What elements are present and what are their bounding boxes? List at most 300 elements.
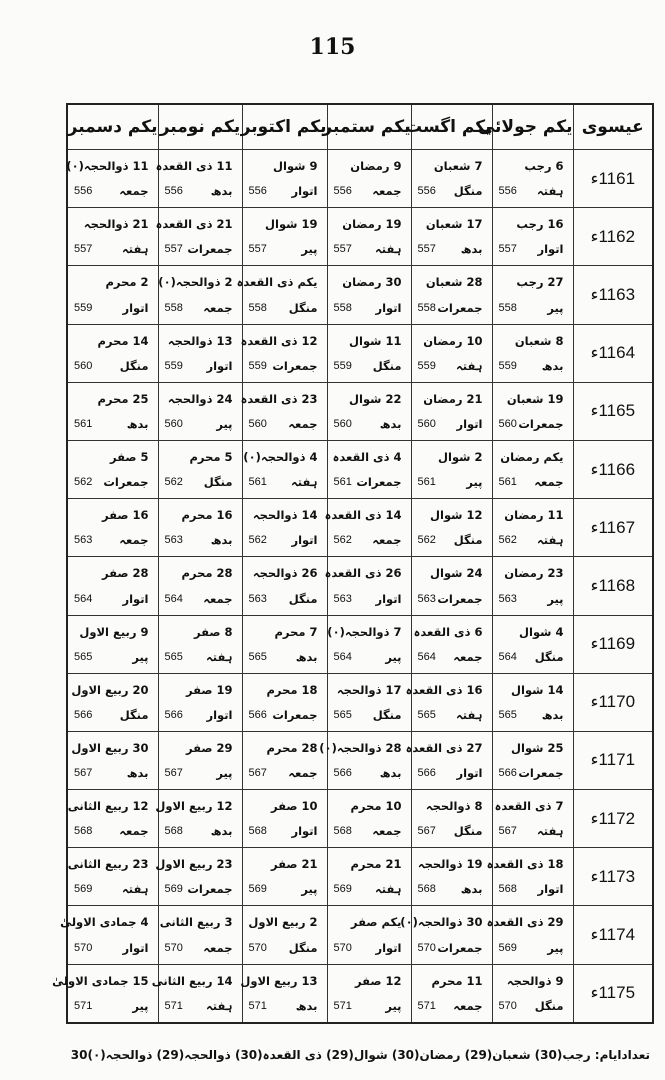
- header-year: عیسوی: [573, 104, 653, 150]
- weekday: بدھ: [460, 882, 483, 897]
- weekday: جمعہ: [119, 533, 149, 548]
- hijri-date: 4 ذی القعدہ: [332, 449, 402, 464]
- hijri-date: 26 ذی القعدہ: [324, 566, 402, 581]
- table-row: [67, 848, 653, 906]
- hijri-date: 19 رمضان: [342, 217, 402, 232]
- date-cell: [67, 440, 158, 498]
- date-cell: [492, 673, 573, 731]
- hijri-date: 28 محرم: [181, 566, 233, 581]
- weekday: جمعہ: [203, 591, 233, 606]
- date-cell-content: [243, 499, 327, 556]
- weekday: اتوار: [122, 940, 149, 955]
- date-cell-content: [493, 499, 573, 556]
- hijri-date: 13 ربیع الاول: [240, 973, 318, 988]
- weekday: جمعہ: [203, 940, 233, 955]
- weekday: منگل: [288, 591, 318, 606]
- solar-year: 562: [74, 476, 93, 489]
- solar-year: 568: [248, 825, 267, 838]
- solar-year: 561: [498, 476, 517, 489]
- solar-year: 569: [498, 941, 517, 954]
- weekday: بدھ: [541, 358, 564, 373]
- hijri-date: 5 محرم: [189, 449, 233, 464]
- date-cell-content: [328, 208, 411, 265]
- hijri-date: 16 محرم: [181, 508, 233, 523]
- date-cell: [155, 150, 242, 208]
- weekday: بدھ: [126, 766, 149, 781]
- weekday: منگل: [453, 184, 483, 199]
- weekday: ہفتہ: [537, 533, 564, 548]
- date-cell-content: [151, 965, 242, 1022]
- weekday: جمعہ: [119, 184, 149, 199]
- solar-year: 559: [74, 301, 93, 314]
- hijri-date: 22 شوال: [349, 391, 402, 406]
- hijri-date: 14 ذوالحجہ: [252, 508, 318, 523]
- year-cell: 1163ء: [573, 266, 653, 324]
- solar-year: 561: [333, 476, 352, 489]
- date-cell-content: [240, 383, 327, 440]
- year-cell: 1175ء: [573, 964, 653, 1023]
- date-cell-content: [328, 790, 411, 847]
- table-row: [67, 615, 653, 673]
- hijri-date: 14 شوال: [511, 682, 564, 697]
- solar-year: 566: [417, 767, 436, 780]
- hijri-date: 17 شعبان: [425, 217, 483, 232]
- date-cell: [158, 440, 242, 498]
- hijri-date: 7 شعبان: [433, 159, 483, 173]
- date-cell: [327, 790, 411, 848]
- date-cell-content: [68, 674, 158, 731]
- weekday: اتوار: [456, 416, 483, 431]
- weekday: منگل: [372, 707, 402, 722]
- month-lengths-note: تعدادایام: رجب(30) شعبان(29) رمضان(30) شوال(29) ذی القعدہ(30) ذوالحجہ(29) ذوالحجہ(٠)30: [70, 1048, 650, 1062]
- date-cell: [405, 673, 492, 731]
- weekday: بدھ: [295, 998, 318, 1013]
- date-cell-content: [159, 616, 242, 673]
- date-cell: [155, 848, 242, 906]
- date-cell: [67, 731, 158, 789]
- solar-year: 560: [498, 417, 517, 430]
- weekday: جمعرات: [272, 707, 318, 722]
- solar-year: 566: [74, 708, 93, 721]
- date-cell-content: [493, 790, 573, 847]
- solar-year: 561: [74, 417, 93, 430]
- solar-year: 562: [417, 534, 436, 547]
- date-cell-content: [324, 557, 411, 614]
- date-cell-content: [328, 906, 411, 963]
- date-cell: [492, 964, 573, 1023]
- date-cell: [411, 964, 492, 1023]
- solar-year: 558: [248, 301, 267, 314]
- weekday: ہفتہ: [291, 475, 318, 490]
- solar-year: 565: [248, 650, 267, 663]
- weekday: بدھ: [126, 416, 149, 431]
- hijri-date: 30 رمضان: [342, 275, 402, 290]
- hijri-date: 29 ذی القعدہ: [486, 915, 564, 930]
- solar-year: 562: [164, 476, 183, 489]
- solar-year: 568: [333, 825, 352, 838]
- solar-year: 558: [417, 301, 436, 314]
- solar-year: 560: [333, 417, 352, 430]
- date-cell-content: [493, 557, 573, 614]
- date-cell-content: [68, 325, 158, 382]
- date-cell-content: [68, 848, 158, 905]
- solar-year: 559: [248, 359, 267, 372]
- solar-year: 562: [498, 534, 517, 547]
- weekday: بدھ: [295, 649, 318, 664]
- date-cell: [242, 731, 327, 789]
- date-cell: [411, 848, 492, 906]
- weekday: منگل: [534, 998, 564, 1013]
- year-cell: 1166ء: [573, 440, 653, 498]
- date-cell-content: [493, 208, 573, 265]
- hijri-date: 8 ذوالحجہ: [425, 799, 483, 814]
- date-cell-content: [60, 906, 158, 963]
- solar-year: 569: [74, 883, 93, 896]
- year-cell: 1170ء: [573, 673, 653, 731]
- date-cell-content: [493, 674, 573, 731]
- hijri-date: 21 ذوالحجہ: [83, 217, 149, 232]
- date-cell-content: [412, 499, 492, 556]
- date-cell: [411, 615, 492, 673]
- date-cell: [486, 848, 573, 906]
- hijri-date: 20 ربیع الاول: [71, 682, 149, 697]
- solar-year: 557: [164, 243, 183, 256]
- date-cell: [155, 790, 242, 848]
- hijri-date: 27 ذی القعدہ: [405, 740, 483, 755]
- solar-year: 561: [417, 476, 436, 489]
- hijri-date: 4 ذوالحجہ(٠): [243, 449, 318, 464]
- hijri-date: یکم رمضان: [500, 449, 564, 464]
- hijri-date: 4 شوال: [519, 624, 564, 639]
- date-cell: [327, 208, 411, 266]
- weekday: پیر: [132, 998, 149, 1013]
- hijri-date: 12 صفر: [354, 973, 402, 988]
- hijri-date: یکم ذی القعدہ: [236, 275, 318, 290]
- date-cell-content: [412, 790, 492, 847]
- hijri-date: 28 صفر: [101, 566, 149, 581]
- weekday: پیر: [385, 649, 402, 664]
- solar-year: 564: [333, 650, 352, 663]
- date-cell: [327, 615, 411, 673]
- year-cell: 1169ء: [573, 615, 653, 673]
- solar-year: 564: [498, 650, 517, 663]
- weekday: جمعہ: [372, 184, 402, 199]
- solar-year: 570: [164, 941, 183, 954]
- solar-year: 570: [333, 941, 352, 954]
- hijri-date: 12 شوال: [430, 508, 483, 523]
- date-cell-content: [52, 965, 158, 1022]
- table-row: [67, 324, 653, 382]
- hijri-date: 9 ربیع الاول: [79, 624, 149, 639]
- solar-year: 568: [74, 825, 93, 838]
- hijri-date: 27 رجب: [516, 275, 564, 290]
- table-row: [67, 964, 653, 1023]
- weekday: جمعرات: [272, 358, 318, 373]
- weekday: اتوار: [375, 300, 402, 315]
- date-cell-content: [328, 325, 411, 382]
- date-cell: [67, 208, 158, 266]
- weekday: جمعہ: [372, 533, 402, 548]
- year-cell: 1168ء: [573, 557, 653, 615]
- date-cell-content: [68, 732, 158, 789]
- hijri-date: 16 صفر: [101, 508, 149, 523]
- weekday: منگل: [288, 300, 318, 315]
- date-cell-content: [493, 441, 573, 498]
- solar-year: 563: [498, 592, 517, 605]
- date-cell: [158, 731, 242, 789]
- solar-year: 571: [417, 999, 436, 1012]
- solar-year: 563: [417, 592, 436, 605]
- hijri-date: 10 رمضان: [423, 333, 483, 348]
- solar-year: 567: [74, 767, 93, 780]
- hijri-date: 24 ذوالحجہ: [167, 391, 233, 406]
- date-cell: [52, 964, 158, 1023]
- date-cell: [242, 848, 327, 906]
- date-cell: [492, 790, 573, 848]
- weekday: منگل: [119, 358, 149, 373]
- date-cell-content: [493, 383, 573, 440]
- date-cell: [242, 440, 327, 498]
- date-cell: [158, 382, 242, 440]
- weekday: جمعہ: [288, 416, 318, 431]
- weekday: اتوار: [206, 358, 233, 373]
- hijri-date: 12 ذی القعدہ: [240, 333, 318, 348]
- date-cell: [236, 266, 327, 324]
- date-cell: [67, 150, 158, 208]
- date-cell-content: [155, 150, 242, 207]
- date-cell-content: [236, 266, 327, 323]
- header-month: یکم ستمبر: [327, 104, 411, 150]
- weekday: جمعرات: [187, 882, 233, 897]
- solar-year: 564: [164, 592, 183, 605]
- hijri-date: 23 ربیع الاول: [155, 857, 233, 872]
- solar-year: 567: [248, 767, 267, 780]
- date-cell: [242, 964, 327, 1023]
- hijri-date: 2 شوال: [438, 449, 483, 464]
- solar-year: 556: [333, 185, 352, 198]
- date-cell: [411, 382, 492, 440]
- date-cell-content: [243, 848, 327, 905]
- hijri-date: 28 ذوالحجہ(٠): [319, 740, 402, 755]
- date-cell-content: [240, 325, 327, 382]
- solar-year: 568: [417, 883, 436, 896]
- date-cell: [67, 499, 158, 557]
- solar-year: 556: [417, 185, 436, 198]
- weekday: اتوار: [291, 533, 318, 548]
- weekday: جمعرات: [187, 242, 233, 257]
- date-cell: [492, 150, 573, 208]
- solar-year: 565: [164, 650, 183, 663]
- table-row: [67, 208, 653, 266]
- solar-year: 570: [248, 941, 267, 954]
- year-cell: 1164ء: [573, 324, 653, 382]
- weekday: اتوار: [375, 940, 402, 955]
- weekday: منگل: [119, 707, 149, 722]
- solar-year: 558: [333, 301, 352, 314]
- date-cell-content: [243, 674, 327, 731]
- table-row: [67, 557, 653, 615]
- solar-year: 571: [164, 999, 183, 1012]
- hijri-date: 14 ربیع الثانی: [151, 973, 233, 988]
- header-month: یکم دسمبر: [67, 104, 158, 150]
- header-month: یکم اگست: [411, 104, 492, 150]
- solar-year: 564: [74, 592, 93, 605]
- solar-year: 562: [333, 534, 352, 547]
- hijri-date: 21 محرم: [350, 857, 402, 872]
- weekday: ہفتہ: [206, 998, 233, 1013]
- weekday: جمعہ: [534, 475, 564, 490]
- hijri-date: 14 ذی القعدہ: [324, 508, 402, 523]
- date-cell-content: [493, 150, 573, 207]
- date-cell-content: [412, 266, 492, 323]
- date-cell-content: [328, 150, 411, 207]
- hijri-date: 25 محرم: [97, 391, 149, 406]
- weekday: پیر: [466, 475, 483, 490]
- date-cell-content: [412, 557, 492, 614]
- weekday: جمعرات: [356, 475, 402, 490]
- solar-year: 564: [417, 650, 436, 663]
- year-cell: 1167ء: [573, 499, 653, 557]
- solar-year: 560: [74, 359, 93, 372]
- solar-year: 570: [498, 999, 517, 1012]
- solar-year: 566: [333, 767, 352, 780]
- hijri-date: 18 محرم: [266, 682, 318, 697]
- date-cell-content: [328, 848, 411, 905]
- date-cell: [242, 673, 327, 731]
- weekday: پیر: [385, 998, 402, 1013]
- date-cell: [158, 615, 242, 673]
- weekday: پیر: [547, 591, 564, 606]
- weekday: ہفتہ: [456, 358, 483, 373]
- date-cell: [411, 790, 492, 848]
- weekday: اتوار: [537, 882, 564, 897]
- hijri-date: 25 شوال: [511, 740, 564, 755]
- solar-year: 556: [74, 185, 93, 198]
- date-cell-content: [159, 325, 242, 382]
- hijri-date: 21 صفر: [270, 857, 318, 872]
- weekday: ہفتہ: [375, 882, 402, 897]
- solar-year: 559: [164, 359, 183, 372]
- hijri-date: 10 محرم: [350, 799, 402, 814]
- solar-year: 557: [248, 243, 267, 256]
- weekday: پیر: [301, 242, 318, 257]
- date-cell-content: [155, 790, 242, 847]
- date-cell: [151, 964, 242, 1023]
- weekday: جمعرات: [437, 940, 483, 955]
- hijri-date: 7 محرم: [274, 624, 318, 639]
- hijri-date: 28 محرم: [266, 740, 318, 755]
- weekday: بدھ: [210, 184, 233, 199]
- date-cell-content: [493, 325, 573, 382]
- hijri-date: 19 صفر: [185, 682, 233, 697]
- solar-year: 563: [248, 592, 267, 605]
- hijri-date: 11 رمضان: [504, 508, 564, 523]
- solar-year: 556: [498, 185, 517, 198]
- hijri-date: 23 ذی القعدہ: [240, 391, 318, 406]
- weekday: جمعرات: [518, 416, 564, 431]
- weekday: جمعہ: [453, 998, 483, 1013]
- date-cell-content: [412, 441, 492, 498]
- header-month: یکم اکتوبر: [242, 104, 327, 150]
- date-cell-content: [328, 441, 411, 498]
- solar-year: 560: [417, 417, 436, 430]
- date-cell-content: [159, 557, 242, 614]
- year-cell: 1172ء: [573, 790, 653, 848]
- solar-year: 565: [417, 708, 436, 721]
- date-cell-content: [243, 557, 327, 614]
- table-row: [67, 266, 653, 324]
- date-cell-content: [159, 266, 242, 323]
- solar-year: 561: [248, 476, 267, 489]
- solar-year: 563: [164, 534, 183, 547]
- weekday: منگل: [453, 824, 483, 839]
- hijri-date: 30 ربیع الاول: [71, 740, 149, 755]
- date-cell-content: [159, 732, 242, 789]
- date-cell-content: [155, 848, 242, 905]
- weekday: بدھ: [379, 766, 402, 781]
- weekday: پیر: [547, 940, 564, 955]
- date-cell: [492, 731, 573, 789]
- weekday: بدھ: [210, 824, 233, 839]
- weekday: منگل: [534, 649, 564, 664]
- hijri-date: 26 ذوالحجہ: [252, 566, 318, 581]
- weekday: بدھ: [210, 533, 233, 548]
- date-cell-content: [243, 906, 327, 963]
- date-cell: [158, 557, 242, 615]
- solar-year: 559: [417, 359, 436, 372]
- solar-year: 570: [417, 941, 436, 954]
- solar-year: 563: [74, 534, 93, 547]
- solar-year: 569: [164, 883, 183, 896]
- date-cell: [67, 848, 158, 906]
- date-cell-content: [68, 441, 158, 498]
- hijri-date: 15 جمادی الاولیٰ: [52, 973, 149, 988]
- hijri-date: 6 ذی القعدہ: [413, 624, 483, 639]
- weekday: منگل: [453, 533, 483, 548]
- table-row: [67, 440, 653, 498]
- date-cell-content: [493, 266, 573, 323]
- date-cell: [492, 557, 573, 615]
- hijri-date: 11 محرم: [431, 973, 483, 988]
- hijri-date: 2 محرم: [105, 275, 149, 290]
- date-cell: [411, 208, 492, 266]
- solar-year: 568: [498, 883, 517, 896]
- calendar-table-wrapper: [52, 103, 652, 1024]
- weekday: اتوار: [375, 591, 402, 606]
- table-row: [67, 673, 653, 731]
- hijri-date: یکم صفر: [350, 915, 402, 930]
- date-cell-content: [412, 965, 492, 1022]
- date-cell: [411, 150, 492, 208]
- year-cell: 1174ء: [573, 906, 653, 964]
- date-cell-content: [328, 266, 411, 323]
- date-cell-content: [328, 674, 411, 731]
- date-cell: [158, 266, 242, 324]
- date-cell: [242, 790, 327, 848]
- weekday: اتوار: [456, 766, 483, 781]
- date-cell-content: [493, 616, 573, 673]
- date-cell-content: [243, 150, 327, 207]
- date-cell: [327, 150, 411, 208]
- date-cell-content: [412, 616, 492, 673]
- weekday: ہفتہ: [122, 242, 149, 257]
- solar-year: 567: [164, 767, 183, 780]
- date-cell-content: [68, 383, 158, 440]
- solar-year: 567: [417, 825, 436, 838]
- hijri-date: 23 ربیع الثانی: [67, 857, 149, 872]
- weekday: پیر: [216, 766, 233, 781]
- hijri-date: 6 رجب: [524, 159, 564, 173]
